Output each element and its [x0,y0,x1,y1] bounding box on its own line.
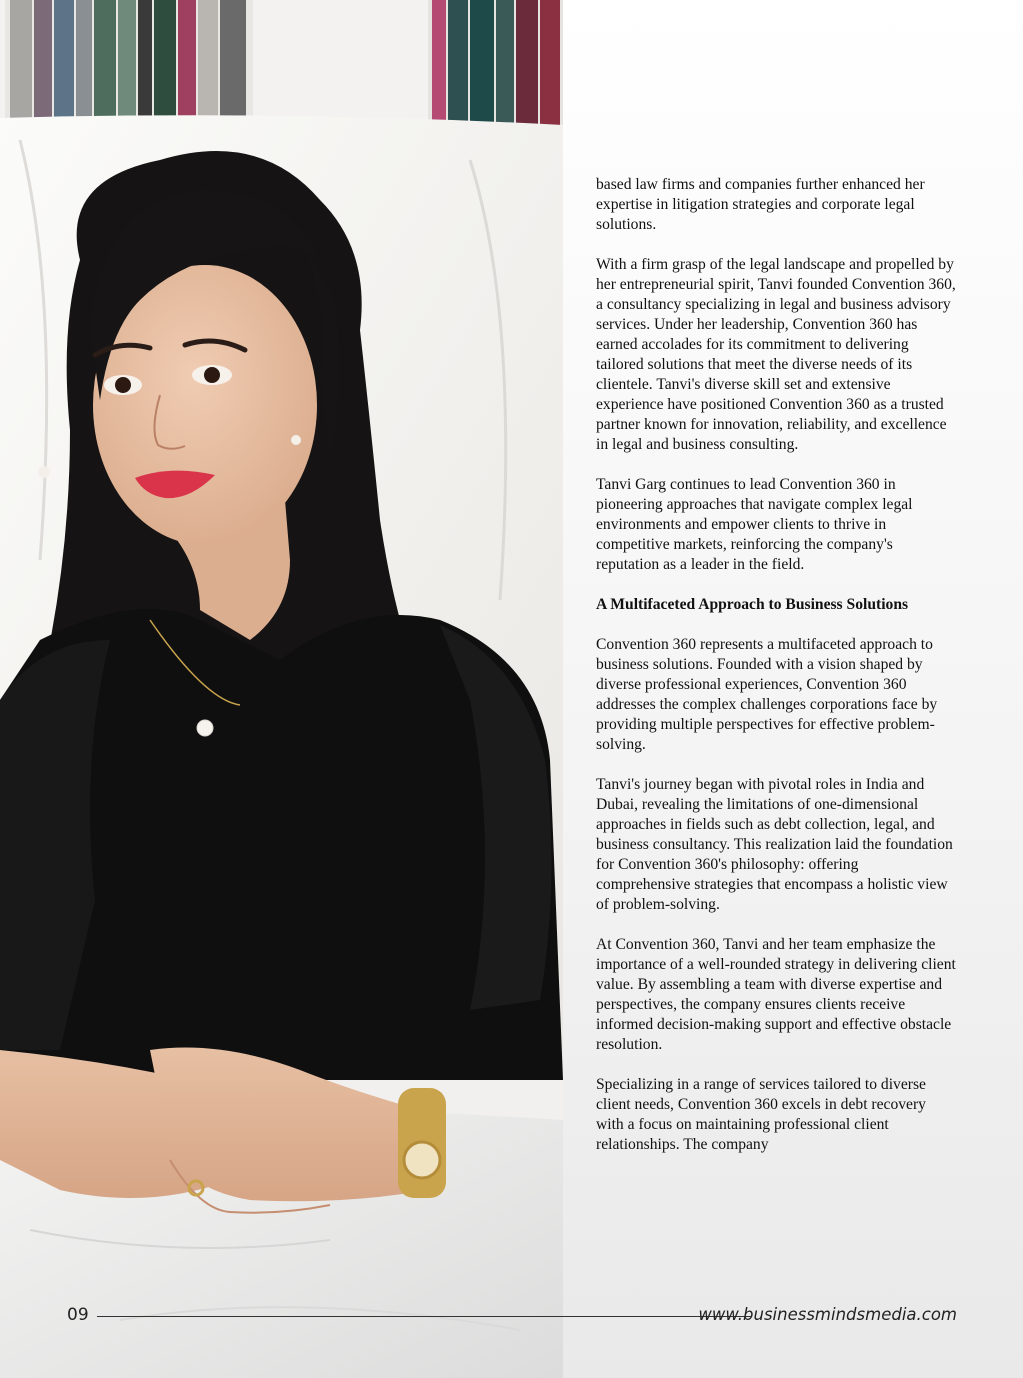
article-paragraph: With a firm grasp of the legal landscape and propelled by her entrepreneurial spirit, Tanvi founded Convention 360, a consultancy specializing in legal and business advisory services. Under her leadership, Convention 360 has earned accolades for its commitment to delivering tailored solutions that meet the diverse needs of its clientele. Tanvi's diverse skill set and extensive experience have positioned Convention 360 as a trusted partner known for innovation, reliability, and excellence in legal and business consulting. [596,256,956,453]
article-paragraph: Specializing in a range of services tailored to diverse client needs, Convention 360 excels in debt recovery with a focus on maintaining professional client relationships. The company [596,1076,926,1153]
article-paragraph: Tanvi Garg continues to lead Convention 360 in pioneering approaches that navigate complex legal environments and empower clients to thrive in competitive markets, reinforcing the company's reputation as a leader in the field. [596,476,913,573]
article-paragraph: Convention 360 represents a multifaceted approach to business solutions. Founded with a vision shaped by diverse professional experiences, Convention 360 addresses the complex challenges corporations face by providing multiple perspectives for effective problem-solving. [596,636,938,753]
article-paragraph: based law firms and companies further enhanced her expertise in litigation strategies and corporate legal solutions. [596,176,925,233]
section-heading: A Multifaceted Approach to Business Solutions [596,596,909,613]
article-body [596,175,956,1175]
page-footer [67,1305,957,1327]
page-number: 09 [67,1305,89,1325]
website-link[interactable]: www.businessmindsmedia.com [698,1305,957,1324]
footer-divider [97,1316,752,1317]
article-paragraph: Tanvi's journey began with pivotal roles in India and Dubai, revealing the limitations of one-dimensional approaches in fields such as debt collection, legal, and business consultancy. This realization laid the foundation for Convention 360's philosophy: offering comprehensive strategies that encompass a holistic view of problem-solving. [596,776,953,913]
article-paragraph: At Convention 360, Tanvi and her team emphasize the importance of a well-rounded strategy in delivering client value. By assembling a team with diverse expertise and perspectives, the company ensures clients receive informed decision-making support and effective obstacle resolution. [596,936,956,1053]
